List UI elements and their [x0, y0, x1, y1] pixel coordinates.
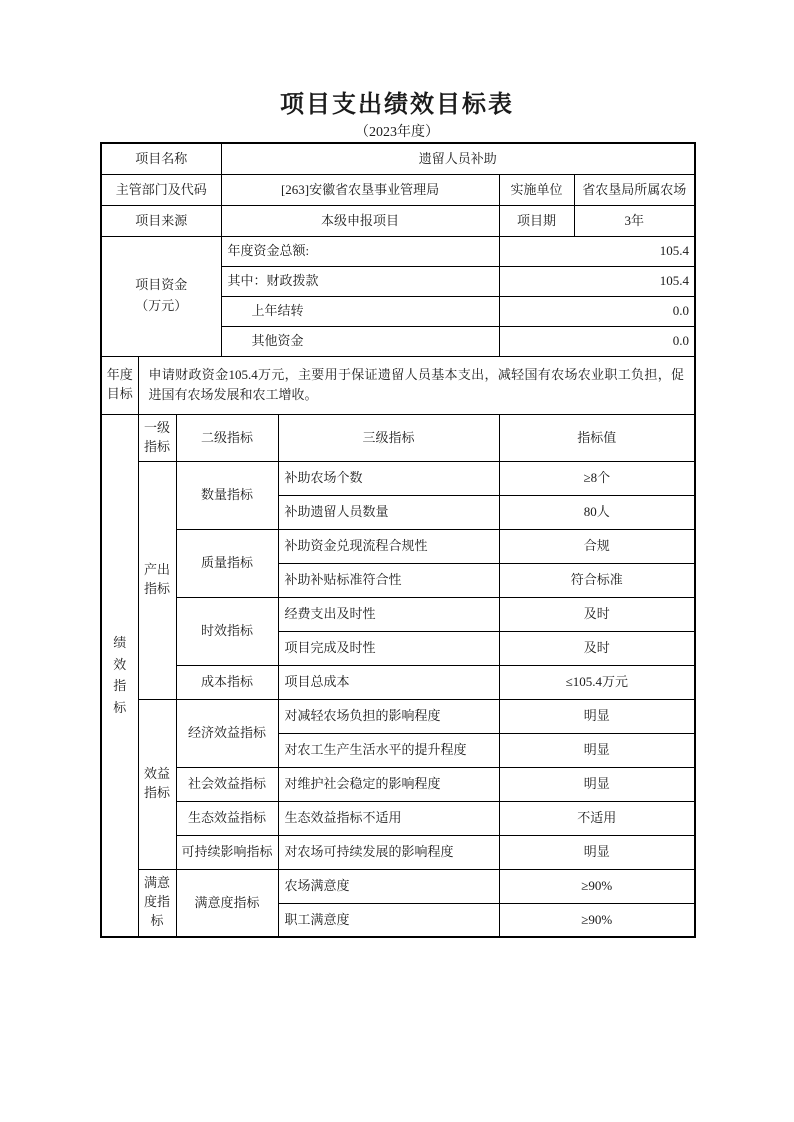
project-source-label: 项目来源 — [101, 205, 221, 236]
indicator-row — [101, 801, 695, 835]
level3-cell: 对维护社会稳定的影响程度 — [278, 767, 499, 801]
department-value: [263]安徽省农垦事业管理局 — [221, 174, 499, 205]
project-period-value: 3年 — [574, 205, 695, 236]
level2-cell: 经济效益指标 — [176, 699, 278, 767]
level2-cell: 可持续影响指标 — [176, 835, 278, 869]
table-row — [101, 143, 695, 174]
level3-cell: 职工满意度 — [278, 903, 499, 937]
department-label: 主管部门及代码 — [101, 174, 221, 205]
project-name-label: 项目名称 — [101, 143, 221, 174]
implementing-unit-value: 省农垦局所属农场 — [574, 174, 695, 205]
level3-cell: 经费支出及时性 — [278, 597, 499, 631]
project-source-value: 本级申报项目 — [221, 205, 499, 236]
level2-cell: 成本指标 — [176, 665, 278, 699]
performance-indicator-side-label — [101, 414, 138, 937]
indicator-row — [101, 597, 695, 631]
level3-header: 三级指标 — [278, 414, 499, 461]
implementing-unit-label: 实施单位 — [499, 174, 574, 205]
indicator-value-cell: ≤105.4万元 — [499, 665, 695, 699]
level2-cell: 时效指标 — [176, 597, 278, 665]
level3-cell: 项目总成本 — [278, 665, 499, 699]
level2-cell: 满意度指标 — [176, 869, 278, 937]
level2-cell: 社会效益指标 — [176, 767, 278, 801]
level3-cell: 对农工生产生活水平的提升程度 — [278, 733, 499, 767]
level1-cell-text: 满意度指标 — [143, 875, 170, 929]
level3-cell: 项目完成及时性 — [278, 631, 499, 665]
funds-item-label: 年度资金总额: — [221, 236, 499, 266]
level3-cell: 补助资金兑现流程合规性 — [278, 529, 499, 563]
project-period-label: 项目期 — [499, 205, 574, 236]
funds-item-value: 0.0 — [499, 326, 695, 356]
level1-header-text: 一级指标 — [143, 419, 170, 454]
indicator-row — [101, 767, 695, 801]
level3-cell: 补助遗留人员数量 — [278, 495, 499, 529]
table-row — [101, 205, 695, 236]
indicator-value-cell: 及时 — [499, 631, 695, 665]
performance-indicator-side-text: 绩效指标 — [113, 635, 127, 715]
indicator-row — [101, 869, 695, 903]
annual-goal-label-text: 年度目标 — [106, 367, 133, 401]
indicator-value-cell: 80人 — [499, 495, 695, 529]
annual-goal-label — [101, 356, 138, 414]
indicator-value-cell: 明显 — [499, 767, 695, 801]
table-row — [101, 174, 695, 205]
level1-cell-text: 效益指标 — [143, 766, 170, 800]
level2-cell: 质量指标 — [176, 529, 278, 597]
indicator-value-cell: 明显 — [499, 835, 695, 869]
level3-cell: 对减轻农场负担的影响程度 — [278, 699, 499, 733]
funds-label-text: 项目资金（万元） — [135, 277, 188, 313]
indicator-value-cell: ≥90% — [499, 903, 695, 937]
indicator-row — [101, 699, 695, 733]
level3-cell: 补助补贴标准符合性 — [278, 563, 499, 597]
indicator-value-cell: ≥90% — [499, 869, 695, 903]
level3-cell: 对农场可持续发展的影响程度 — [278, 835, 499, 869]
indicator-header-row — [101, 414, 695, 461]
funds-item-label: 其他资金 — [221, 326, 499, 356]
page-title: 项目支出绩效目标表 — [280, 92, 514, 118]
funds-label — [101, 236, 221, 356]
level1-cell — [138, 869, 176, 937]
indicator-row — [101, 665, 695, 699]
indicator-value-cell: 明显 — [499, 699, 695, 733]
funds-item-label: 其中：财政拨款 — [221, 266, 499, 296]
funds-item-value: 105.4 — [499, 236, 695, 266]
indicator-row — [101, 529, 695, 563]
value-header: 指标值 — [499, 414, 695, 461]
page-subtitle: （2023年度） — [355, 125, 439, 140]
level2-cell: 数量指标 — [176, 461, 278, 529]
level3-cell: 补助农场个数 — [278, 461, 499, 495]
annual-goal-text: 申请财政资金105.4万元，主要用于保证遗留人员基本支出，减轻国有农场农业职工负担，促进国有农场发展和农工增收。 — [138, 356, 695, 414]
level1-header — [138, 414, 176, 461]
indicator-value-cell: 及时 — [499, 597, 695, 631]
funds-item-value: 105.4 — [499, 266, 695, 296]
table-row — [101, 356, 695, 414]
level1-cell — [138, 699, 176, 869]
level2-header: 二级指标 — [176, 414, 278, 461]
level3-cell: 农场满意度 — [278, 869, 499, 903]
indicator-value-cell: ≥8个 — [499, 461, 695, 495]
indicator-value-cell: 不适用 — [499, 801, 695, 835]
indicator-value-cell: 合规 — [499, 529, 695, 563]
level2-cell: 生态效益指标 — [176, 801, 278, 835]
indicator-value-cell: 符合标准 — [499, 563, 695, 597]
indicator-row — [101, 461, 695, 495]
funds-item-label: 上年结转 — [221, 296, 499, 326]
funds-item-value: 0.0 — [499, 296, 695, 326]
performance-target-table — [100, 142, 696, 938]
indicator-value-cell: 明显 — [499, 733, 695, 767]
level1-cell-text: 产出指标 — [143, 562, 170, 596]
level1-cell — [138, 461, 176, 699]
table-row — [101, 236, 695, 266]
project-name-value: 遗留人员补助 — [221, 143, 695, 174]
level3-cell: 生态效益指标不适用 — [278, 801, 499, 835]
indicator-row — [101, 835, 695, 869]
